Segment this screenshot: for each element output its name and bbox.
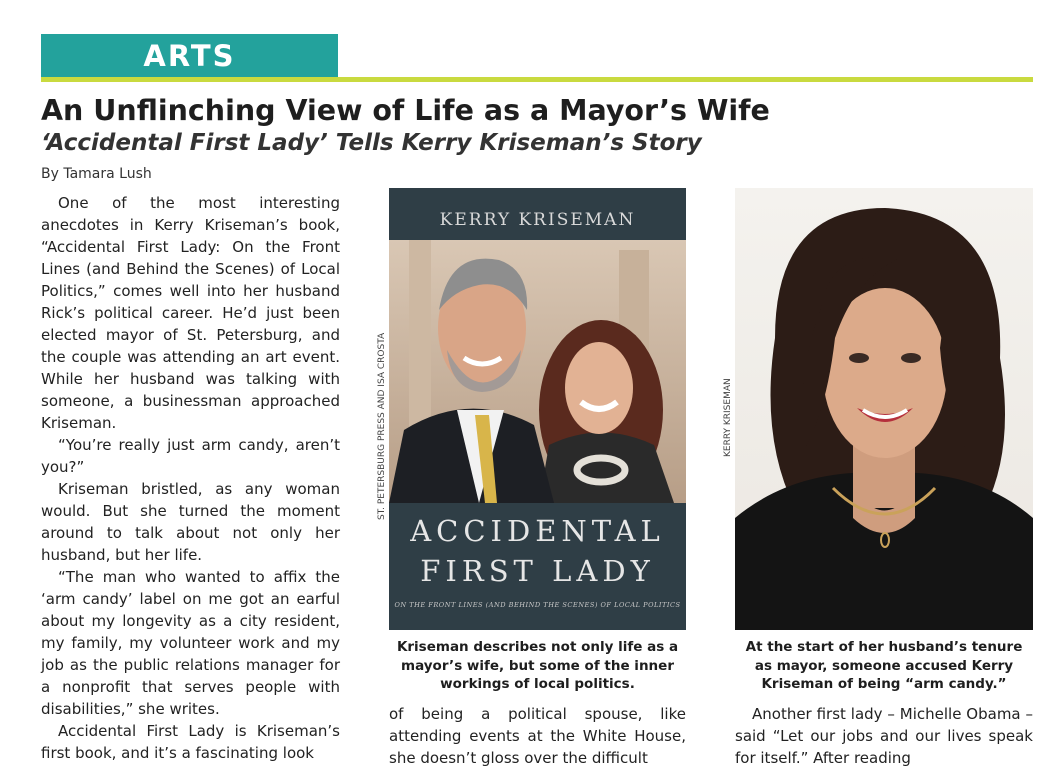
photo-credit: KERRY KRISEMAN [723,378,733,457]
article-column-1 [41,192,340,764]
paragraph: “The man who wanted to affix the ‘arm candy’ label on me got an earful about my longevity as a city resident, my family, my volunteer work and my job as the public relations manager for a nonprofit that serves people with disabilities,” she writes. [41,568,340,718]
article-column-2 [389,703,686,769]
paragraph: of being a political spouse, like attending events at the White House, she doesn’t gloss over the difficult [389,705,686,767]
portrait-caption: At the start of her husband’s tenure as mayor, someone accused Kerry Kriseman of being “arm candy.” [745,639,1023,692]
book-caption: Kriseman describes not only life as a mayor’s wife, but some of the inner workings of local politics. [396,639,679,692]
section-label: ARTS [41,34,338,77]
book-title-line-1: ACCIDENTAL [410,514,665,548]
paragraph: Accidental First Lady is Kriseman’s first book, and it’s a fascinating look [41,722,340,762]
book-cover-image [389,188,686,630]
paragraph: “You’re really just arm candy, aren’t you?” [41,436,340,476]
section-rule [41,77,1033,82]
portrait-image [735,188,1033,630]
paragraph: One of the most interesting anecdotes in Kerry Kriseman’s book, “Accidental First Lady: On the Front Lines (and Behind the Scenes) of Local Politics,” comes well into her husband Rick’s political career. He’d just been elected mayor of St. Petersburg, and the couple was attending an art event. While her husband was talking with someone, a businessman approached Kriseman. [41,194,340,432]
deck-subheadline: ‘Accidental First Lady’ Tells Kerry Kriseman’s Story [41,130,702,156]
book-title [389,511,686,591]
portrait-photo [735,188,1033,630]
photo-credit: ST. PETERSBURG PRESS AND ISA CROSTA [377,332,387,520]
paragraph: Another first lady – Michelle Obama – said “Let our jobs and our lives speak for itself.” After reading [735,705,1033,767]
book-author: KERRY KRISEMAN [439,210,636,230]
headline: An Unflinching View of Life as a Mayor’s Wife [41,94,770,127]
book-cover-photo [389,240,686,503]
book-title-line-2: FIRST LADY [420,554,655,588]
article-column-3 [735,703,1033,769]
byline: By Tamara Lush [41,166,152,182]
book-subtitle: ON THE FRONT LINES (AND BEHIND THE SCENES) OF LOCAL POLITICS [394,601,681,609]
paragraph: Kriseman bristled, as any woman would. But she turned the moment around to talk about not only her husband, but her life. [41,480,340,564]
